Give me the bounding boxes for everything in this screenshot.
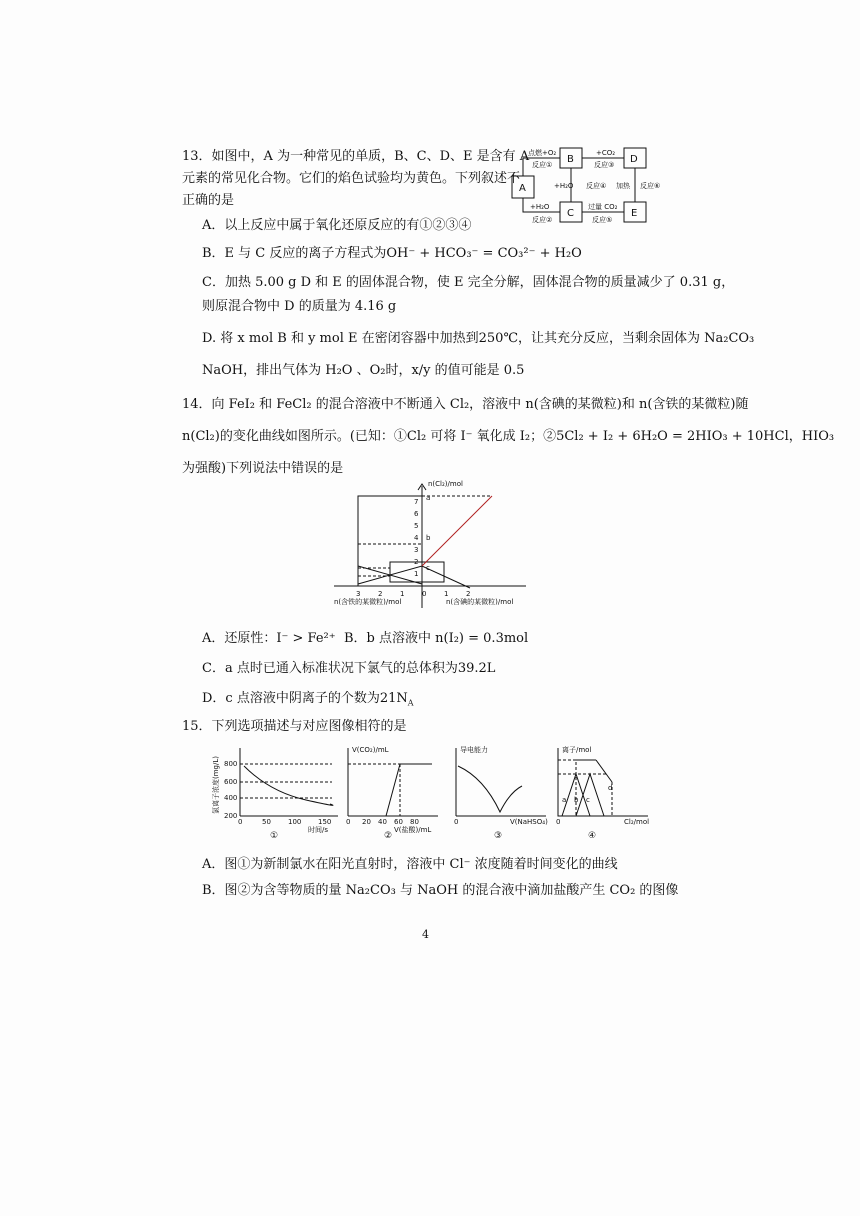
q14-point-b: b — [426, 534, 431, 542]
q14-option-d: D．c 点溶液中阴离子的个数为$21N_A$ — [202, 691, 414, 708]
q14-ytick-2: 2 — [414, 558, 419, 566]
g2-xtick-0: 0 — [346, 818, 351, 826]
g1-xlabel: 时间/s — [308, 826, 329, 834]
q15-option-a: A．图①为新制氯水在阳光直射时，溶液中 Cl⁻ 浓度随着时间变化的曲线 — [202, 857, 618, 872]
g4-point-a: a — [562, 796, 567, 804]
g4-label: ④ — [588, 831, 597, 840]
q13-line2: 元素的常见化合物。它们的焰色试验均为黄色。下列叙述不 — [182, 171, 521, 186]
q13-option-a: A．以上反应中属于氧化还原反应的有①②③④ — [202, 218, 472, 233]
g4-origin: 0 — [556, 818, 561, 826]
q13-reaction-diagram — [508, 142, 680, 230]
q14-ytick-5: 5 — [414, 522, 419, 530]
q14-ytick-7: 7 — [414, 498, 419, 506]
q14-ylabel: n(Cl₂)/mol — [428, 480, 463, 488]
diagram-node-a: A — [519, 183, 526, 194]
g4-point-c: c — [586, 796, 590, 804]
g2-xtick-40: 40 — [378, 818, 387, 826]
q14-ytick-3: 3 — [414, 546, 419, 554]
q14-line2: n(Cl₂)的变化曲线如图所示。(已知：①Cl₂ 可将 I⁻ 氧化成 I₂；②5Cl₂ + I₂ + 6H₂O = 2HIO₃ + 10HCl，HIO₃ — [182, 429, 835, 444]
g2-label: ② — [384, 831, 393, 840]
diagram-r2-top: +H₂O — [530, 203, 550, 211]
diagram-r3-bot: 反应③ — [594, 161, 615, 169]
g2-xtick-20: 20 — [362, 818, 371, 826]
q14-xtick-left-2: 2 — [378, 590, 383, 598]
diagram-node-c: C — [567, 208, 574, 219]
g2-xlabel: V(盐酸)/mL — [394, 826, 432, 834]
q14-ytick-6: 6 — [414, 510, 419, 518]
q14-line3: 为强酸)下列说法中错误的是 — [182, 461, 344, 476]
q14-option-d-subscript: A — [407, 698, 414, 708]
diagram-r5-top: 过量 CO₂ — [588, 203, 618, 211]
q14-xlabel-left: n(含铁的某微粒)/mol — [334, 598, 402, 606]
q14-point-c: c — [426, 564, 430, 572]
g1-ylabel: 氯离子浓度(mg/L) — [212, 756, 220, 814]
g2-ylabel: V(CO₂)/mL — [352, 746, 389, 754]
g1-xtick-50: 50 — [262, 818, 271, 826]
q14-point-a: a — [426, 494, 431, 502]
g2-xtick-60: 60 — [394, 818, 403, 826]
g3-xlabel: V(NaHSO₄) — [510, 818, 548, 826]
g1-ytick-400: 400 — [224, 794, 238, 802]
g4-point-d: d — [608, 784, 613, 792]
diagram-node-d: D — [630, 154, 638, 165]
diagram-r4-right: 反应④ — [586, 182, 607, 190]
q14-option-c: C．a 点时已通入标准状况下氯气的总体积为39.2L — [202, 661, 496, 676]
q14-option-b: B．b 点溶液中 n(I₂) = 0.3mol — [344, 631, 529, 646]
q14-xtick-left-3: 3 — [356, 590, 361, 598]
g1-xtick-0: 0 — [238, 818, 243, 826]
q15-graph3 — [450, 742, 550, 840]
q14-xtick-right-1: 1 — [444, 590, 449, 598]
g3-origin: 0 — [454, 818, 459, 826]
q14-option-a: A．还原性：I⁻ > Fe²⁺ — [202, 631, 336, 646]
q15-line1: 15．下列选项描述与对应图像相符的是 — [182, 719, 407, 734]
g1-ytick-800: 800 — [224, 760, 238, 768]
diagram-r5-bot: 反应⑤ — [592, 216, 613, 224]
q14-xtick-right-2: 2 — [466, 590, 471, 598]
diagram-r6-left: 加热 — [616, 182, 630, 190]
diagram-r3-top: +CO₂ — [596, 149, 616, 157]
q13-option-c-line1: C．加热 5.00 g D 和 E 的固体混合物，使 E 完全分解，固体混合物的质量减少了 0.31 g， — [202, 275, 735, 290]
q14-origin: 0 — [422, 590, 427, 598]
diagram-r1-bot: 反应① — [532, 161, 553, 169]
diagram-node-e: E — [631, 208, 638, 219]
g2-xtick-80: 80 — [410, 818, 419, 826]
q13-option-d-line2: NaOH，排出气体为 H₂O 、O₂时，x/y 的值可能是 0.5 — [202, 363, 525, 378]
q13-option-d-line1: D. 将 x mol B 和 y mol E 在密闭容器中加热到250℃，让其充分反应，当剩余固体为 Na₂CO₃ — [202, 331, 755, 346]
diagram-r4-left: +H₂O — [554, 182, 574, 190]
diagram-node-b: B — [567, 154, 574, 165]
q15-graph1 — [210, 742, 342, 840]
g3-ylabel: 导电能力 — [460, 746, 488, 754]
g4-ylabel: 离子/mol — [562, 746, 592, 754]
q15-graph4 — [552, 742, 652, 840]
g3-label: ③ — [494, 831, 503, 840]
g1-label: ① — [270, 831, 279, 840]
q13-option-b: B．E 与 C 反应的离子方程式为OH⁻ + HCO₃⁻ = CO₃²⁻ + H₂O — [202, 246, 582, 261]
g1-ytick-600: 600 — [224, 778, 238, 786]
page-number: 4 — [422, 928, 429, 941]
g1-xtick-150: 150 — [318, 818, 332, 826]
diagram-r6-right: 反应⑥ — [640, 182, 661, 190]
g4-xlabel: Cl₂/mol — [624, 818, 650, 826]
q14-xtick-left-1: 1 — [400, 590, 405, 598]
q15-graph2 — [342, 742, 442, 840]
g1-ytick-200: 200 — [224, 812, 238, 820]
q13-line3: 正确的是 — [182, 193, 235, 208]
diagram-r2-bot: 反应② — [532, 216, 553, 224]
q14-graph — [330, 478, 530, 614]
q13-line1: 13．如图中，A 为一种常见的单质，B、C、D、E 是含有 A — [182, 149, 530, 164]
g1-xtick-100: 100 — [288, 818, 302, 826]
q14-line1: 14．向 FeI₂ 和 FeCl₂ 的混合溶液中不断通入 Cl₂，溶液中 n(含碘的某微粒)和 n(含铁的某微粒)随 — [182, 397, 749, 412]
q13-option-c-line2: 则原混合物中 D 的质量为 4.16 g — [202, 299, 397, 314]
g4-point-b: b — [574, 796, 579, 804]
q15-option-b: B．图②为含等物质的量 Na₂CO₃ 与 NaOH 的混合液中滴加盐酸产生 CO₂ 的图像 — [202, 883, 679, 898]
q14-ytick-1: 1 — [414, 570, 419, 578]
q14-xlabel-right: n(含碘的某微粒)/mol — [446, 598, 514, 606]
diagram-r1-top: 点燃+O₂ — [528, 149, 557, 157]
q14-ytick-4: 4 — [414, 534, 419, 542]
